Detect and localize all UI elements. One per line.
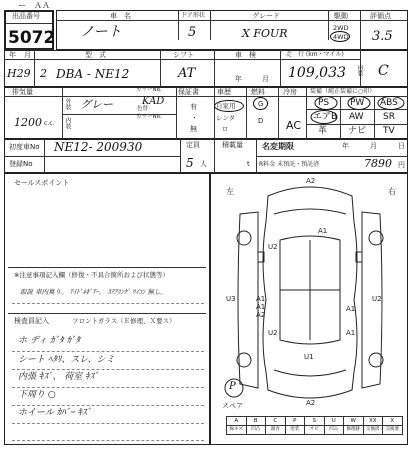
equip-leather: 革	[318, 126, 328, 136]
drive-label: 駆動	[334, 12, 348, 20]
type-label: 型 式	[85, 51, 106, 59]
notes-line1: 取説 車内臭り。 ｱｲﾄﾞﾙｷﾞｱｰ。 ｽﾃｱﾘﾝｸﾞ ﾜｲｺﾝ 無し。	[20, 288, 167, 296]
reg-label: 登録No	[9, 160, 33, 168]
notes-title: ※注意事項記入欄（修復・不具合箇所および状態等）	[14, 271, 169, 279]
capacity-value: 5	[186, 156, 194, 170]
drive-4wd: 4WD	[333, 33, 349, 41]
grade-value: X FOUR	[242, 27, 288, 40]
diagram-left: 左	[226, 187, 234, 196]
cc-unit: c.c.	[44, 120, 55, 127]
legend-name-7: 交換済	[363, 425, 384, 435]
damage-mark-9: U2	[372, 295, 382, 303]
displacement-value: 1200	[14, 116, 42, 129]
equip-airbag: エアB	[313, 112, 338, 122]
damage-mark-1: A2	[306, 177, 316, 185]
lot-number-label: 出品番号	[12, 12, 40, 20]
expire-day: 日	[398, 142, 405, 150]
damage-mark-5: A1	[256, 295, 266, 303]
legend-code-3: P	[285, 416, 306, 426]
equip-tv: TV	[383, 126, 395, 136]
score-value: 3.5	[372, 29, 393, 44]
expire-year: 年	[342, 142, 349, 150]
grade-label: グレード	[252, 12, 280, 20]
capacity-unit: 人	[200, 160, 207, 168]
legend-name-3: 塗装	[285, 425, 306, 435]
score-label: 評価点	[370, 12, 391, 20]
ac-label: 冷房	[283, 88, 297, 96]
warranty-yes: 有	[190, 103, 197, 111]
damage-mark-4: U3	[226, 295, 236, 303]
mileage-label: 走 行 (km・マイル)	[286, 51, 344, 58]
inspector-line-5: ホイール ｶﾊﾞｰ ｷｽﾞ	[18, 408, 92, 418]
mileage-value: 109,033	[288, 65, 346, 81]
legend-code-1: B	[246, 416, 267, 426]
damage-mark-8: A1	[346, 305, 356, 313]
equip-sr: SR	[383, 112, 395, 122]
inspector-line-2: シート ﾍﾀﾘ、スレ、シミ	[18, 355, 115, 365]
damage-mark-6: A1	[256, 303, 266, 311]
inspector-line-1: ホ ディ ｶﾞﾀ ｶﾞﾀ	[18, 336, 80, 346]
warranty-no: 無	[190, 125, 197, 133]
interior-label: 内装	[356, 64, 363, 76]
inner-color-label: 内装	[64, 117, 71, 129]
damage-mark-7: A2	[256, 311, 266, 319]
equip-aw: AW	[349, 112, 364, 122]
inner-color-no-label: カラーNo.	[136, 114, 162, 120]
expire-month: 月	[370, 142, 377, 150]
warranty-dot: ・	[191, 114, 198, 122]
doors-label: ドア形状	[181, 12, 205, 19]
damage-mark-12: U2	[268, 329, 278, 337]
legend-code-5: U	[324, 416, 345, 426]
history-rental: レンタ	[216, 114, 236, 122]
legend-code-4: S	[304, 416, 325, 426]
recycle-label: R料金 未預託・預託済	[259, 161, 320, 168]
legend-code-7: XX	[363, 416, 384, 426]
equip-label: 装備（純正装備に○印）	[310, 88, 376, 95]
color-no-value: KAD	[142, 96, 165, 107]
capacity-label: 定員	[186, 141, 200, 149]
chassis-label: 初度車No	[9, 143, 40, 151]
inspector-line-3: 内張 ｷｽﾞ、 荷室 ｷｽﾞ	[18, 372, 99, 382]
legend-name-4: サビ	[304, 425, 325, 435]
fuel-label: 燃料	[251, 88, 265, 96]
load-unit: t	[247, 160, 250, 168]
ac-value: AC	[286, 119, 302, 132]
legend-code-0: A	[226, 416, 247, 426]
legend-name-2: 腐食	[265, 425, 286, 435]
legend-code-6: W	[343, 416, 364, 426]
month-label: 月	[24, 51, 31, 59]
drive-2wd: 2WD	[333, 24, 349, 32]
sales-points-label: セールスポイント	[14, 179, 70, 187]
color-no-label: カラーNo.	[136, 87, 162, 93]
top-fragment: ー ＡＡ	[18, 1, 50, 10]
inspector-title: 検査員記入	[14, 317, 49, 325]
legend-code-2: C	[265, 416, 286, 426]
chassis-value: NE12- 200930	[54, 140, 143, 154]
diagram-right: 右	[388, 187, 396, 196]
title-expire-label: 名変期限	[262, 142, 294, 151]
legend-name-6: 修理跡	[343, 425, 364, 435]
model-value: ノート	[80, 24, 122, 40]
insp-month: 月	[262, 75, 269, 83]
damage-mark-3: U2	[268, 243, 278, 251]
legend-name-8: 交換要	[382, 425, 403, 435]
model-label: 車 名	[110, 12, 131, 20]
legend-name-5: 凹み	[324, 425, 345, 435]
history-label: 車歴	[217, 88, 231, 96]
equip-pw: PW	[350, 98, 365, 108]
damage-mark-2: A1	[318, 227, 328, 235]
windshield-label: フロントガラス（Ｅ修理、Ｘ要ス）	[72, 317, 176, 325]
lot-number: 5072	[8, 28, 56, 48]
shift-label: シフト	[173, 51, 194, 59]
recycle-unit: 円	[398, 161, 405, 169]
displacement-label: 排気量	[12, 88, 33, 96]
recycle-value: 7890	[364, 157, 392, 170]
spare-label: スペア	[222, 402, 243, 410]
inspector-line-4: 下周り ○	[18, 390, 56, 400]
shift-value: AT	[178, 66, 196, 81]
fuel-d: D	[258, 117, 264, 125]
outer-color-label: 外装	[64, 98, 71, 110]
warranty-label: 保証書	[178, 88, 199, 96]
damage-mark-13: A1	[346, 329, 356, 337]
color-value: グレー	[80, 98, 113, 111]
era-value: H29	[7, 67, 31, 80]
fuel-g: G	[258, 100, 264, 108]
type-value: DBA - NE12	[56, 67, 130, 81]
doors-value: 5	[188, 25, 197, 40]
inspection-label: 車 検	[235, 51, 256, 59]
legend-name-0: 線キズ	[226, 425, 247, 435]
damage-mark-11: A2	[306, 399, 316, 407]
history-other: ロ	[222, 125, 229, 133]
history-private: 自家用	[216, 102, 236, 110]
interior-value: C	[378, 63, 389, 79]
year-label: 年	[9, 51, 16, 59]
insp-year: 年	[235, 75, 242, 83]
load-label: 積載量	[222, 141, 243, 149]
color-change-label: 色替	[137, 106, 149, 112]
damage-mark-10: U1	[304, 353, 314, 361]
legend-code-8: X	[382, 416, 403, 426]
equip-ps: PS	[318, 98, 330, 108]
spare-mark: P	[229, 381, 236, 392]
equip-navi: ナビ	[348, 126, 367, 136]
legend-name-1: 凹凸	[246, 425, 267, 435]
equip-abs: ABS	[380, 98, 398, 108]
year-month-value: 2	[40, 67, 47, 80]
